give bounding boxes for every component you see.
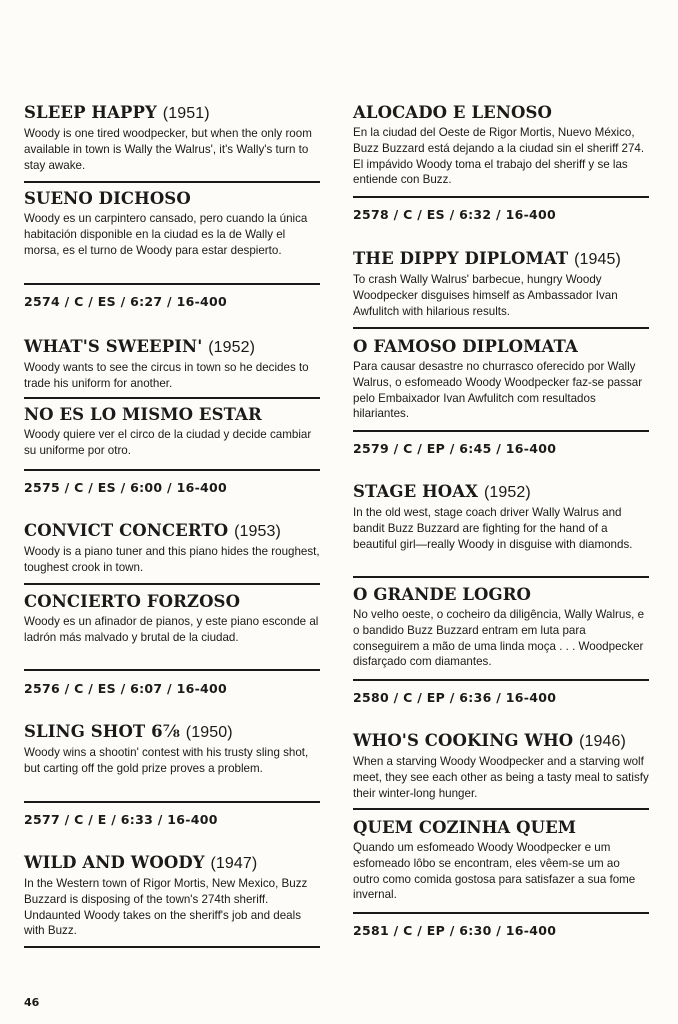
entry-description: Quando um esfomeado Woody Woodpecker e um esfomeado lôbo se encontram, eles vêem-se um ao outro como comida gostosa para satisfazer a sua fome invernal. xyxy=(353,841,636,902)
catalog-code: 2581 / C / EP / 6:30 / 16-400 xyxy=(353,923,557,938)
entry-description: Woody wants to see the circus in town so he decides to trade his uniform for another. xyxy=(24,361,309,390)
entry-title: THE DIPPY DIPLOMAT (1945) xyxy=(353,249,621,268)
entry-whats-sweepin xyxy=(24,337,320,392)
entry-description: When a starving Woody Woodpecker and a starving wolf meet, they see each other as being a tasty meal to satisfy their winter-long hunger. xyxy=(353,755,649,800)
divider xyxy=(24,397,320,399)
catalog-code: 2580 / C / EP / 6:36 / 16-400 xyxy=(353,690,557,705)
entry-description: Woody quiere ver el circo de la ciudad y decide cambiar su uniforme por otro. xyxy=(24,428,312,457)
entry-description: In the old west, stage coach driver Wally Walrus and bandit Buzz Buzzard are fighting for the hand of a beautiful girl—really Woody in disguise with diamonds. xyxy=(353,506,633,551)
catalog-code: 2575 / C / ES / 6:00 / 16-400 xyxy=(24,480,228,495)
entry-whos-cooking-who xyxy=(353,731,649,801)
entry-description: Woody es un carpintero cansado, pero cuando la única habitación disponible en la ciudad es la de Wally el morsa, es el turno de Woody para estar despierto. xyxy=(24,212,308,257)
entry-title: CONVICT CONCERTO (1953) xyxy=(24,521,281,540)
entry-description: Para causar desastre no churrasco oferecido por Wally Walrus, o esfomeado Woody Woodpecker faz-se passar pelo Embaixador Ivan Awfulitch com resultados hilariantes. xyxy=(353,360,643,421)
entry-description: En la ciudad del Oeste de Rigor Mortis, Nuevo México, Buzz Buzzard está dejando a la ciudad sin el sheriff 274. El impávido Woody toma el trabajo del sheriff y se las entiende con Buzz. xyxy=(353,126,645,187)
entry-description: In the Western town of Rigor Mortis, New Mexico, Buzz Buzzard is disposing of the town's 274th sheriff. Undaunted Woody takes on the sheriff's job and deals with Buzz. xyxy=(24,877,308,938)
entry-description: Woody is one tired woodpecker, but when the only room available in town is Wally the Walrus', it's Wally's turn to stay awake. xyxy=(24,127,312,172)
entry-sleep-happy xyxy=(24,103,320,173)
divider xyxy=(24,283,320,285)
entry-title: CONCIERTO FORZOSO xyxy=(24,592,241,611)
divider xyxy=(353,430,649,432)
entry-concierto-forzoso xyxy=(24,592,320,646)
entry-description: Woody is a piano tuner and this piano hides the roughest, toughest crook in town. xyxy=(24,545,320,574)
entry-title: WHAT'S SWEEPIN' (1952) xyxy=(24,337,256,356)
entry-title: STAGE HOAX (1952) xyxy=(353,482,531,501)
divider xyxy=(24,469,320,471)
entry-title: O FAMOSO DIPLOMATA xyxy=(353,337,578,356)
divider xyxy=(353,912,649,914)
divider xyxy=(353,576,649,578)
entry-description: Woody wins a shootin' contest with his trusty sling shot, but carting off the gold prize proves a problem. xyxy=(24,746,309,775)
entry-description: Woody es un afinador de pianos, y este piano esconde al ladrón más malvado y brutal de la ciudad. xyxy=(24,615,319,644)
divider xyxy=(24,801,320,803)
entry-title: SUENO DICHOSO xyxy=(24,189,191,208)
entry-title: O GRANDE LOGRO xyxy=(353,585,531,604)
page-number: 46 xyxy=(24,996,40,1009)
entry-wild-and-woody xyxy=(24,853,320,939)
entry-o-grande-logro xyxy=(353,585,649,670)
entry-quem-cozinha-quem xyxy=(353,818,649,903)
entry-description: No velho oeste, o cocheiro da diligência, Wally Walrus, e o bandido Buzz Buzzard entram em luta para conseguirem a mão de uma linda moça . . . Woodpecker disfarçado com diamantes. xyxy=(353,608,645,669)
entry-the-dippy-diplomat xyxy=(353,249,649,319)
entry-title: QUEM COZINHA QUEM xyxy=(353,818,577,837)
entry-title: NO ES LO MISMO ESTAR xyxy=(24,405,262,424)
catalog-code: 2576 / C / ES / 6:07 / 16-400 xyxy=(24,681,228,696)
entry-convict-concerto xyxy=(24,521,320,576)
divider xyxy=(353,327,649,329)
divider xyxy=(24,583,320,585)
divider xyxy=(24,946,320,948)
divider xyxy=(24,669,320,671)
divider xyxy=(24,181,320,183)
entry-title: ALOCADO E LENOSO xyxy=(353,103,552,122)
entry-title: SLING SHOT 6⅞ (1950) xyxy=(24,722,233,741)
catalog-code: 2577 / C / E / 6:33 / 16-400 xyxy=(24,812,218,827)
entry-sueno-dichoso xyxy=(24,189,320,258)
divider xyxy=(353,679,649,681)
entry-sling-shot xyxy=(24,722,320,777)
catalog-code: 2574 / C / ES / 6:27 / 16-400 xyxy=(24,294,228,309)
entry-title: WHO'S COOKING WHO (1946) xyxy=(353,731,626,750)
divider xyxy=(353,196,649,198)
entry-no-es-lo-mismo-estar xyxy=(24,405,320,459)
catalog-code: 2579 / C / EP / 6:45 / 16-400 xyxy=(353,441,557,456)
entry-description: To crash Wally Walrus' barbecue, hungry Woody Woodpecker disguises himself as Ambassador Ivan Awfulitch with hilarious results. xyxy=(353,273,618,318)
catalog-code: 2578 / C / ES / 6:32 / 16-400 xyxy=(353,207,557,222)
entry-stage-hoax xyxy=(353,482,649,552)
entry-alocado-e-lenoso xyxy=(353,103,649,188)
divider xyxy=(353,808,649,810)
entry-title: SLEEP HAPPY (1951) xyxy=(24,103,210,122)
entry-title: WILD AND WOODY (1947) xyxy=(24,853,258,872)
entry-o-famoso-diplomata xyxy=(353,337,649,422)
